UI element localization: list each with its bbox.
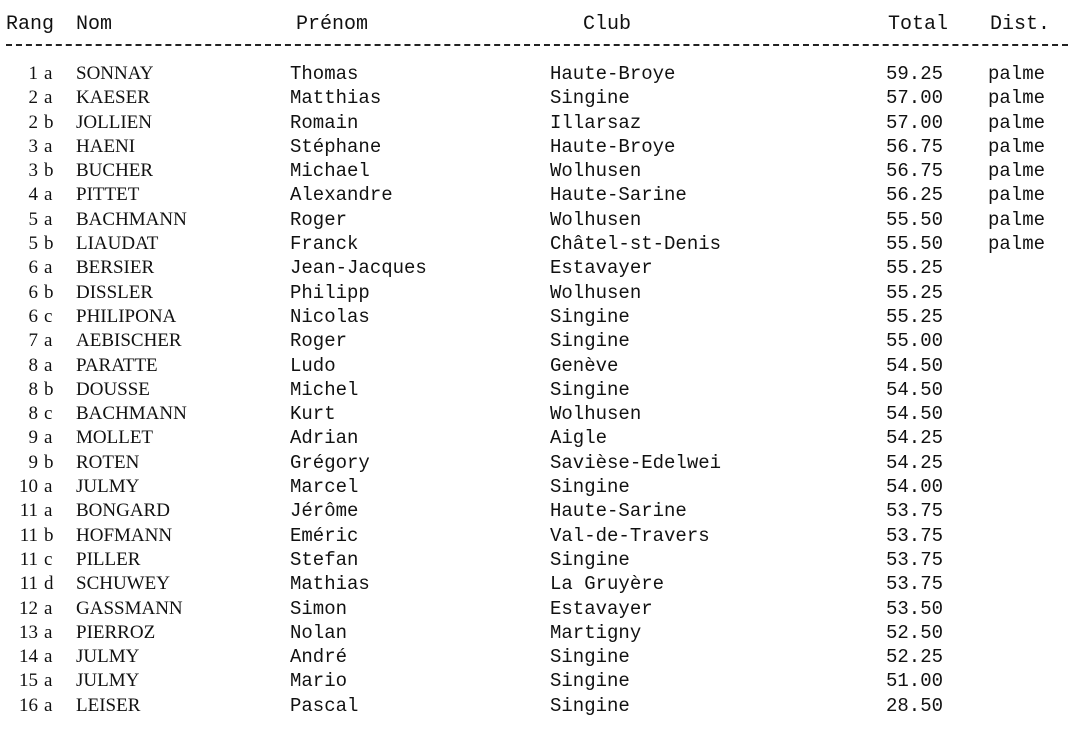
prenom-cell: Roger	[290, 330, 348, 353]
rang-cell: 11	[19, 524, 38, 546]
prenom-cell: Eméric	[290, 524, 359, 547]
total-cell: 28.50	[886, 694, 944, 717]
rank-letter-cell: a	[44, 621, 53, 643]
nom-cell: DISSLER	[76, 281, 154, 303]
prenom-cell: Simon	[290, 597, 348, 620]
rank-letter-cell: b	[44, 111, 54, 133]
club-cell: Estavayer	[550, 257, 653, 280]
total-cell: 55.25	[886, 305, 944, 328]
total-cell: 52.50	[886, 621, 944, 644]
club-cell: Haute-Broye	[550, 135, 676, 158]
rank-letter-cell: a	[44, 184, 53, 206]
club-cell: Singine	[550, 694, 630, 717]
club-cell: Singine	[550, 87, 630, 110]
prenom-cell: Pascal	[290, 694, 359, 717]
club-cell: Wolhusen	[550, 281, 642, 304]
table-row	[0, 62, 1073, 86]
club-cell: Singine	[550, 330, 630, 353]
table-row	[0, 354, 1073, 378]
club-cell: Illarsaz	[550, 111, 642, 134]
table-row	[0, 645, 1073, 669]
nom-cell: LEISER	[76, 694, 141, 716]
header-nom: Nom	[76, 13, 113, 36]
nom-cell: JOLLIEN	[76, 111, 152, 133]
rank-letter-cell: a	[44, 476, 53, 498]
dist-cell: palme	[988, 184, 1046, 207]
prenom-cell: Ludo	[290, 354, 336, 377]
rang-cell: 5	[28, 208, 38, 230]
table-row	[0, 281, 1073, 305]
table-row	[0, 305, 1073, 329]
rang-cell: 6	[28, 305, 38, 327]
club-cell: Singine	[550, 305, 630, 328]
total-cell: 55.00	[886, 330, 944, 353]
nom-cell: PITTET	[76, 184, 140, 206]
table-row	[0, 135, 1073, 159]
rang-cell: 2	[28, 111, 38, 133]
rang-cell: 14	[19, 646, 38, 668]
club-cell: Singine	[550, 670, 630, 693]
table-row	[0, 548, 1073, 572]
total-cell: 56.25	[886, 184, 944, 207]
nom-cell: HAENI	[76, 135, 136, 157]
rang-cell: 16	[19, 694, 38, 716]
table-row	[0, 499, 1073, 523]
total-cell: 56.75	[886, 160, 944, 183]
prenom-cell: Jérôme	[290, 500, 359, 523]
rank-letter-cell: b	[44, 378, 54, 400]
rang-cell: 8	[28, 354, 38, 376]
nom-cell: MOLLET	[76, 427, 154, 449]
club-cell: Singine	[550, 646, 630, 669]
table-row	[0, 451, 1073, 475]
rank-letter-cell: a	[44, 208, 53, 230]
club-cell: Martigny	[550, 621, 642, 644]
rank-letter-cell: c	[44, 548, 53, 570]
prenom-cell: Thomas	[290, 63, 359, 85]
rank-letter-cell: a	[44, 670, 53, 692]
table-row	[0, 475, 1073, 499]
rang-cell: 11	[19, 500, 38, 522]
total-cell: 59.25	[886, 63, 944, 85]
total-cell: 54.50	[886, 378, 944, 401]
club-cell: Haute-Sarine	[550, 184, 687, 207]
prenom-cell: Nolan	[290, 621, 348, 644]
prenom-cell: Michael	[290, 160, 370, 183]
club-cell: Wolhusen	[550, 208, 642, 231]
prenom-cell: Nicolas	[290, 305, 370, 328]
prenom-cell: Grégory	[290, 451, 370, 474]
table-row	[0, 402, 1073, 426]
club-cell: Wolhusen	[550, 403, 642, 426]
rang-cell: 9	[28, 451, 38, 473]
results-table	[0, 62, 1073, 718]
table-row	[0, 256, 1073, 280]
total-cell: 53.75	[886, 500, 944, 523]
prenom-cell: Stefan	[290, 548, 359, 571]
dist-cell: palme	[988, 111, 1046, 134]
table-row	[0, 208, 1073, 232]
total-cell: 53.50	[886, 597, 944, 620]
rang-cell: 4	[28, 184, 38, 206]
total-cell: 52.25	[886, 646, 944, 669]
prenom-cell: Franck	[290, 233, 359, 256]
dist-cell: palme	[988, 233, 1046, 256]
total-cell: 51.00	[886, 670, 944, 693]
prenom-cell: André	[290, 646, 348, 669]
rank-letter-cell: b	[44, 451, 54, 473]
rank-letter-cell: a	[44, 330, 53, 352]
nom-cell: KAESER	[76, 87, 150, 109]
header-rang: Rang	[6, 13, 55, 36]
rang-cell: 8	[28, 403, 38, 425]
table-row	[0, 329, 1073, 353]
rang-cell: 11	[19, 573, 38, 595]
total-cell: 54.25	[886, 451, 944, 474]
prenom-cell: Mario	[290, 670, 348, 693]
rang-cell: 15	[19, 670, 38, 692]
rang-cell: 9	[28, 427, 38, 449]
club-cell: Savièse-Edelwei	[550, 451, 722, 474]
prenom-cell: Roger	[290, 208, 348, 231]
table-row	[0, 669, 1073, 693]
rang-cell: 13	[19, 621, 38, 643]
nom-cell: PIERROZ	[76, 621, 156, 643]
rank-letter-cell: c	[44, 305, 53, 327]
rank-letter-cell: a	[44, 63, 53, 84]
total-cell: 55.25	[886, 257, 944, 280]
rank-letter-cell: b	[44, 160, 54, 182]
rang-cell: 3	[28, 160, 38, 182]
nom-cell: ROTEN	[76, 451, 140, 473]
rang-cell: 2	[28, 87, 38, 109]
table-row	[0, 426, 1073, 450]
prenom-cell: Marcel	[290, 476, 359, 499]
rank-letter-cell: a	[44, 646, 53, 668]
rank-letter-cell: a	[44, 500, 53, 522]
table-row	[0, 111, 1073, 135]
rang-cell: 7	[28, 330, 38, 352]
total-cell: 53.75	[886, 524, 944, 547]
rang-cell: 6	[28, 281, 38, 303]
header-prenom: Prénom	[296, 13, 369, 36]
dist-cell: palme	[988, 63, 1046, 85]
dist-cell: palme	[988, 160, 1046, 183]
dist-cell: palme	[988, 87, 1046, 110]
total-cell: 56.75	[886, 135, 944, 158]
total-cell: 53.75	[886, 548, 944, 571]
rank-letter-cell: a	[44, 427, 53, 449]
rang-cell: 5	[28, 233, 38, 255]
dist-cell: palme	[988, 208, 1046, 231]
table-row	[0, 621, 1073, 645]
club-cell: Val-de-Travers	[550, 524, 710, 547]
header-dist: Dist.	[990, 13, 1051, 36]
prenom-cell: Stéphane	[290, 135, 382, 158]
prenom-cell: Jean-Jacques	[290, 257, 427, 280]
club-cell: Châtel-st-Denis	[550, 233, 722, 256]
nom-cell: BONGARD	[76, 500, 170, 522]
prenom-cell: Alexandre	[290, 184, 393, 207]
rang-cell: 10	[19, 476, 38, 498]
rank-letter-cell: b	[44, 524, 54, 546]
header-divider	[6, 44, 1068, 46]
club-cell: La Gruyère	[550, 573, 665, 596]
table-row	[0, 378, 1073, 402]
prenom-cell: Philipp	[290, 281, 370, 304]
rank-letter-cell: a	[44, 597, 53, 619]
rang-cell: 6	[28, 257, 38, 279]
total-cell: 54.50	[886, 354, 944, 377]
club-cell: Singine	[550, 548, 630, 571]
rank-letter-cell: c	[44, 403, 53, 425]
nom-cell: BACHMANN	[76, 208, 187, 230]
rank-letter-cell: a	[44, 87, 53, 109]
prenom-cell: Kurt	[290, 403, 336, 426]
club-cell: Aigle	[550, 427, 608, 450]
total-cell: 57.00	[886, 111, 944, 134]
dist-cell: palme	[988, 135, 1046, 158]
rang-cell: 8	[28, 378, 38, 400]
rank-letter-cell: a	[44, 135, 53, 157]
prenom-cell: Matthias	[290, 87, 382, 110]
club-cell: Estavayer	[550, 597, 653, 620]
rang-cell: 12	[19, 597, 38, 619]
nom-cell: AEBISCHER	[76, 330, 182, 352]
header-total: Total	[888, 13, 949, 36]
table-row	[0, 572, 1073, 596]
total-cell: 53.75	[886, 573, 944, 596]
table-row	[0, 597, 1073, 621]
club-cell: Singine	[550, 378, 630, 401]
rank-letter-cell: b	[44, 281, 54, 303]
total-cell: 54.00	[886, 476, 944, 499]
prenom-cell: Michel	[290, 378, 359, 401]
table-row	[0, 183, 1073, 207]
total-cell: 55.25	[886, 281, 944, 304]
nom-cell: HOFMANN	[76, 524, 173, 546]
table-row	[0, 694, 1073, 718]
table-row	[0, 232, 1073, 256]
table-row	[0, 159, 1073, 183]
nom-cell: PHILIPONA	[76, 305, 177, 327]
club-cell: Haute-Broye	[550, 63, 676, 85]
nom-cell: GASSMANN	[76, 597, 183, 619]
prenom-cell: Romain	[290, 111, 359, 134]
nom-cell: BACHMANN	[76, 403, 187, 425]
rank-letter-cell: a	[44, 354, 53, 376]
nom-cell: SONNAY	[76, 63, 154, 84]
club-cell: Genève	[550, 354, 619, 377]
rank-letter-cell: a	[44, 257, 53, 279]
total-cell: 54.25	[886, 427, 944, 450]
header-club: Club	[583, 13, 632, 36]
nom-cell: LIAUDAT	[76, 233, 159, 255]
nom-cell: JULMY	[76, 670, 140, 692]
table-row	[0, 524, 1073, 548]
total-cell: 55.50	[886, 233, 944, 256]
total-cell: 57.00	[886, 87, 944, 110]
nom-cell: DOUSSE	[76, 378, 150, 400]
nom-cell: JULMY	[76, 646, 140, 668]
rang-cell: 11	[19, 548, 38, 570]
club-cell: Wolhusen	[550, 160, 642, 183]
nom-cell: PARATTE	[76, 354, 158, 376]
total-cell: 54.50	[886, 403, 944, 426]
nom-cell: PILLER	[76, 548, 141, 570]
rank-letter-cell: b	[44, 233, 54, 255]
total-cell: 55.50	[886, 208, 944, 231]
table-row	[0, 86, 1073, 110]
nom-cell: BUCHER	[76, 160, 154, 182]
prenom-cell: Adrian	[290, 427, 359, 450]
nom-cell: BERSIER	[76, 257, 155, 279]
nom-cell: SCHUWEY	[76, 573, 170, 595]
rank-letter-cell: d	[44, 573, 54, 595]
rank-letter-cell: a	[44, 694, 53, 716]
nom-cell: JULMY	[76, 476, 140, 498]
rang-cell: 3	[28, 135, 38, 157]
club-cell: Haute-Sarine	[550, 500, 687, 523]
prenom-cell: Mathias	[290, 573, 370, 596]
club-cell: Singine	[550, 476, 630, 499]
rang-cell: 1	[28, 63, 38, 84]
